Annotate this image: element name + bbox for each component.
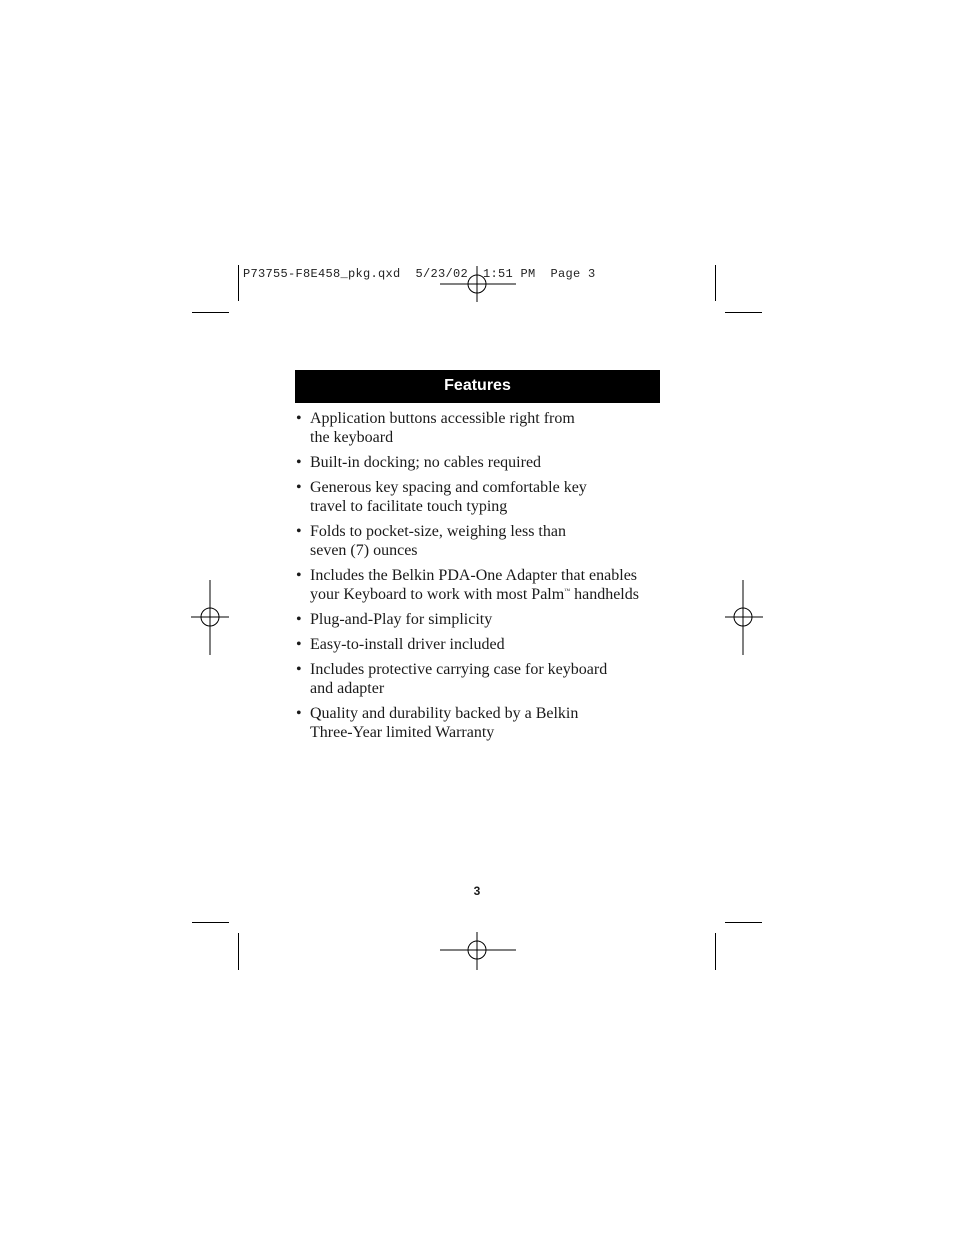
bullet-icon: • xyxy=(296,636,302,653)
registration-mark-top-icon xyxy=(440,266,516,302)
feature-text-fragment: your Keyboard to work with most Palm xyxy=(310,586,565,603)
feature-text-line: Quality and durability backed by a Belkin xyxy=(310,705,579,722)
crop-mark-top-left-vertical xyxy=(238,265,239,301)
registration-mark-right-icon xyxy=(725,580,763,655)
feature-list xyxy=(295,409,675,748)
print-slug-line: P73755-F8E458_pkg.qxd 5/23/02 1:51 PM Page 3 xyxy=(243,267,596,281)
feature-item xyxy=(295,453,675,472)
feature-text-line: Three-Year limited Warranty xyxy=(310,724,495,741)
feature-text-line: Plug-and-Play for simplicity xyxy=(310,611,493,628)
feature-text-line-with-trademark xyxy=(310,585,675,604)
crop-mark-top-left-horizontal xyxy=(192,312,229,313)
feature-item xyxy=(295,610,675,629)
feature-text-line: travel to facilitate touch typing xyxy=(310,498,508,515)
feature-text-line: Generous key spacing and comfortable key xyxy=(310,479,587,496)
feature-item xyxy=(295,522,675,560)
trademark-symbol: ™ xyxy=(564,588,571,595)
feature-item xyxy=(295,409,675,447)
crop-mark-top-right-vertical xyxy=(715,265,716,301)
feature-text-line: Built-in docking; no cables required xyxy=(310,454,542,471)
feature-item xyxy=(295,660,675,698)
registration-mark-left-icon xyxy=(191,580,229,655)
crop-mark-bottom-right-vertical xyxy=(715,933,716,970)
feature-item xyxy=(295,635,675,654)
section-title-banner: Features xyxy=(295,370,660,403)
bullet-icon: • xyxy=(296,523,302,540)
feature-text-fragment: handhelds xyxy=(570,586,639,603)
feature-text-line: Includes the Belkin PDA-One Adapter that enables xyxy=(310,567,638,584)
feature-item xyxy=(295,566,675,604)
feature-item xyxy=(295,704,675,742)
bullet-icon: • xyxy=(296,611,302,628)
feature-text-line: and adapter xyxy=(310,680,385,697)
crop-mark-top-right-horizontal xyxy=(725,312,762,313)
bullet-icon: • xyxy=(296,479,302,496)
feature-item xyxy=(295,478,675,516)
bullet-icon: • xyxy=(296,410,302,427)
bullet-icon: • xyxy=(296,567,302,584)
feature-text-line: Application buttons accessible right from xyxy=(310,410,575,427)
crop-mark-bottom-right-horizontal xyxy=(725,922,762,923)
page-number: 3 xyxy=(473,884,481,898)
feature-text-line: the keyboard xyxy=(310,429,394,446)
bullet-icon: • xyxy=(296,705,302,722)
feature-text-line: seven (7) ounces xyxy=(310,542,418,559)
bullet-icon: • xyxy=(296,454,302,471)
bullet-icon: • xyxy=(296,661,302,678)
crop-mark-bottom-left-horizontal xyxy=(192,922,229,923)
feature-text-line: Includes protective carrying case for keyboard xyxy=(310,661,608,678)
feature-text-line: Easy-to-install driver included xyxy=(310,636,505,653)
feature-text-line: Folds to pocket-size, weighing less than xyxy=(310,523,566,540)
crop-mark-bottom-left-vertical xyxy=(238,933,239,970)
registration-mark-bottom-icon xyxy=(440,932,516,970)
